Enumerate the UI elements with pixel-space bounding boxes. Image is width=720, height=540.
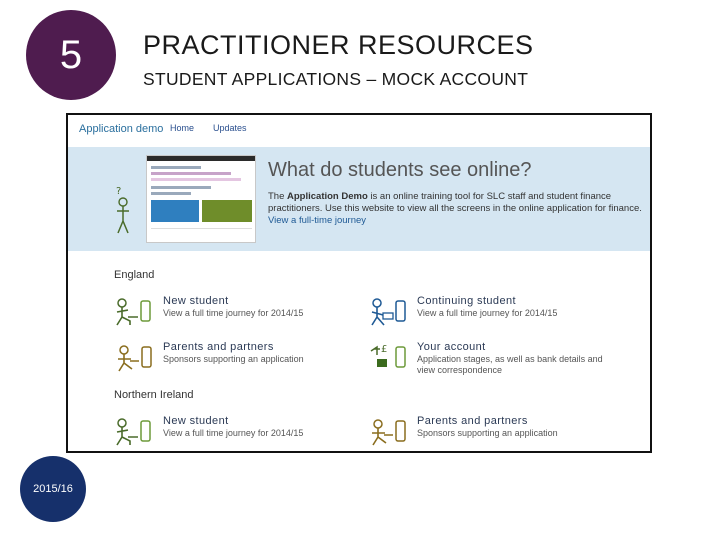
student-desk-icon: [114, 295, 154, 327]
item-title: Parents and partners: [417, 415, 528, 427]
item-description: Sponsors supporting an application: [417, 428, 558, 438]
hero-description: The Application Demo is an online training tool for SLC staff and student finance practitioners. Use this website to view all the screens in the online application for finance. View a full-time journey: [268, 191, 642, 226]
ni-new-student-link[interactable]: [114, 415, 344, 449]
england-continuing-student-link[interactable]: [368, 295, 598, 329]
year-badge: [20, 456, 86, 522]
slide-number-badge: [26, 10, 116, 100]
student-desk-icon: [114, 415, 154, 447]
sponsor-icon: [114, 341, 154, 373]
hero-banner: [68, 147, 650, 251]
demo-page-thumbnail: [146, 155, 256, 243]
hero-heading: What do students see online?: [268, 159, 532, 181]
year-label: 2015/16: [33, 483, 73, 495]
nav-updates-link[interactable]: Updates: [213, 123, 247, 133]
student-laptop-icon: [368, 295, 408, 327]
region-england-heading: England: [114, 269, 155, 281]
item-title: New student: [163, 415, 229, 427]
full-time-journey-link[interactable]: View a full-time journey: [268, 215, 367, 226]
ni-parents-partners-link[interactable]: [368, 415, 598, 449]
item-title: Parents and partners: [163, 341, 274, 353]
item-description: View a full time journey for 2014/15: [163, 428, 304, 438]
demo-navbar: [68, 115, 650, 147]
question-person-icon: [114, 185, 134, 235]
slide-subtitle: STUDENT APPLICATIONS – MOCK ACCOUNT: [143, 69, 529, 89]
svg-text:£: £: [381, 344, 388, 355]
item-description: View a full time journey for 2014/15: [163, 308, 304, 318]
application-demo-screenshot: [66, 113, 652, 453]
demo-logo[interactable]: Application demo: [79, 123, 164, 135]
item-title: Your account: [417, 341, 486, 353]
item-title: Continuing student: [417, 295, 516, 307]
england-your-account-link[interactable]: [368, 341, 603, 375]
england-new-student-link[interactable]: [114, 295, 344, 329]
england-parents-partners-link[interactable]: [114, 341, 344, 375]
nav-home-link[interactable]: Home: [170, 123, 195, 133]
svg-text:?: ?: [116, 186, 122, 197]
item-description: Sponsors supporting an application: [163, 354, 304, 364]
region-northern-ireland-heading: Northern Ireland: [114, 389, 194, 401]
slide-title: PRACTITIONER RESOURCES: [143, 30, 534, 60]
item-description: View a full time journey for 2014/15: [417, 308, 558, 318]
item-title: New student: [163, 295, 229, 307]
slide-number: 5: [59, 32, 83, 77]
account-money-icon: [368, 341, 408, 373]
sponsor-icon: [368, 415, 408, 447]
item-description: Application stages, as well as bank details and view correspondence: [417, 354, 603, 375]
